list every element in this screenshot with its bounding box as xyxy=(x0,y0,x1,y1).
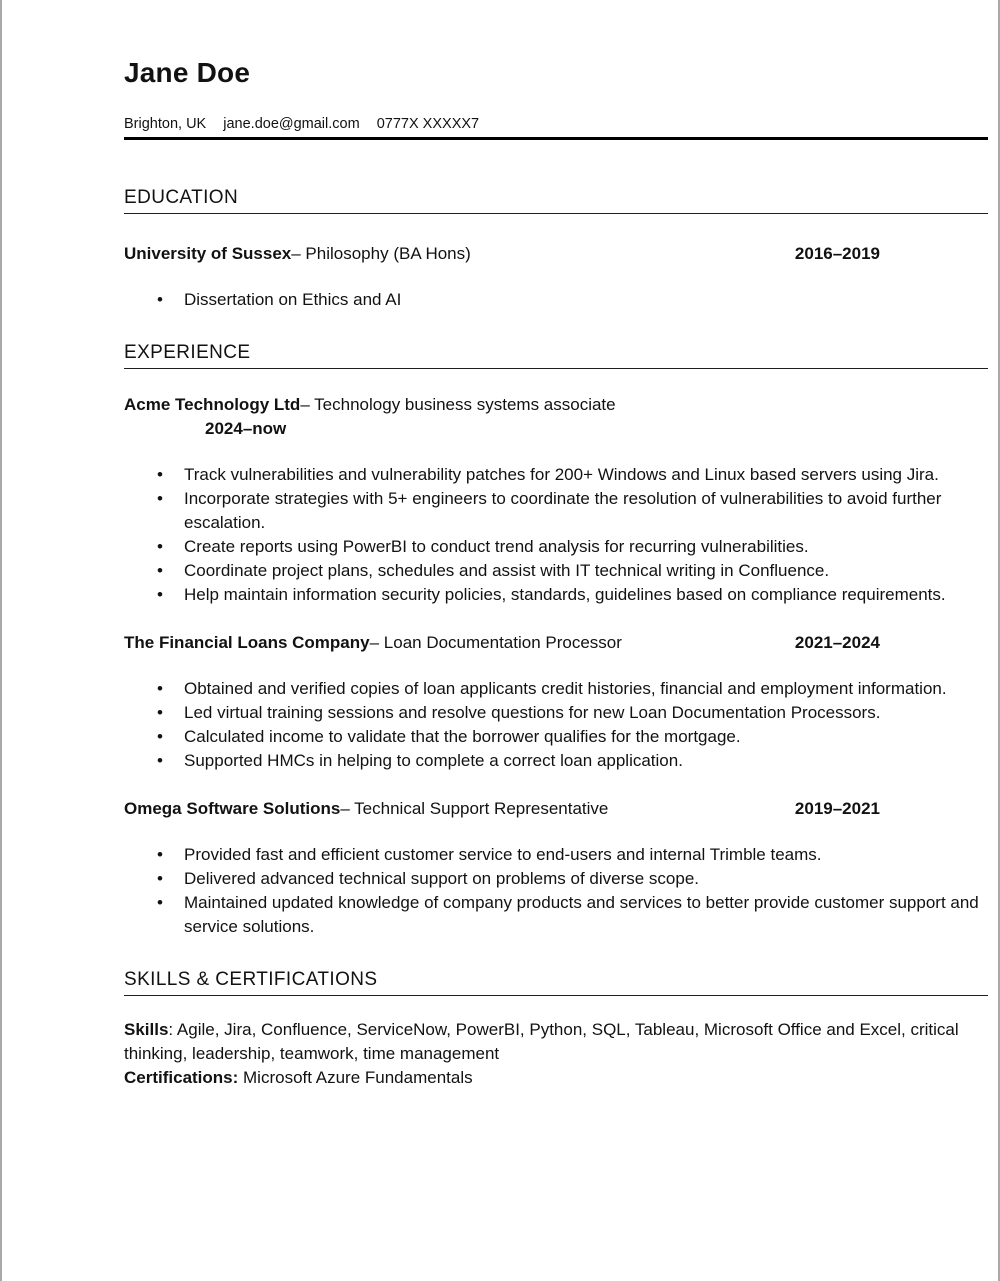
experience-bullets xyxy=(124,843,988,939)
entry-role: – Technology business systems associate xyxy=(300,395,616,414)
bullet-item: • Obtained and verified copies of loan applicants credit histories, financial and employment information. xyxy=(124,677,988,701)
entry-role: – Technical Support Representative xyxy=(340,799,609,818)
experience-bullets xyxy=(124,677,988,773)
bullet-item: • Calculated income to validate that the borrower qualifies for the mortgage. xyxy=(124,725,988,749)
education-heading: EDUCATION xyxy=(124,187,988,214)
entry-title-row xyxy=(124,242,988,266)
section-experience xyxy=(124,342,988,939)
entry-dates: 2024–now xyxy=(205,419,287,438)
skills-line xyxy=(124,1018,988,1066)
entry-role: – Philosophy (BA Hons) xyxy=(291,244,471,263)
entry-dates: 2016–2019 xyxy=(794,244,880,263)
bullet-item: • Dissertation on Ethics and AI xyxy=(124,288,988,312)
contact-line xyxy=(124,115,988,140)
skills-text-block xyxy=(124,1018,988,1090)
bullet-item: • Led virtual training sessions and resolve questions for new Loan Documentation Processors. xyxy=(124,701,988,725)
entry-title-row xyxy=(124,631,988,655)
entry-org: Acme Technology Ltd xyxy=(124,395,301,414)
section-skills-certifications xyxy=(124,969,988,1090)
experience-entry-omega xyxy=(124,797,988,939)
bullet-item: • Delivered advanced technical support on problems of diverse scope. xyxy=(124,867,988,891)
contact-email: jane.doe@gmail.com xyxy=(223,116,360,132)
experience-entry-acme xyxy=(124,393,988,607)
skills-heading: SKILLS & CERTIFICATIONS xyxy=(124,969,988,996)
bullet-item: • Incorporate strategies with 5+ engineers to coordinate the resolution of vulnerabilities to avoid further escalation. xyxy=(124,487,988,535)
person-name: Jane Doe xyxy=(124,57,251,88)
section-education xyxy=(124,187,988,312)
entry-role: – Loan Documentation Processor xyxy=(369,633,622,652)
certifications-label: Certifications: xyxy=(124,1068,239,1087)
certifications-list: Microsoft Azure Fundamentals xyxy=(238,1068,473,1087)
entry-title-row xyxy=(124,797,988,821)
skills-label: Skills xyxy=(124,1020,169,1039)
entry-org: University of Sussex xyxy=(124,244,292,263)
bullet-item: • Track vulnerabilities and vulnerability patches for 200+ Windows and Linux based servers using Jira. xyxy=(124,463,988,487)
resume-header xyxy=(124,56,988,140)
bullet-item: • Provided fast and efficient customer service to end-users and internal Trimble teams. xyxy=(124,843,988,867)
entry-dates: 2019–2021 xyxy=(794,799,880,818)
experience-entry-financial-loans xyxy=(124,631,988,773)
bullet-item: • Help maintain information security policies, standards, guidelines based on compliance requirements. xyxy=(124,583,988,607)
skills-list: : Agile, Jira, Confluence, ServiceNow, PowerBI, Python, SQL, Tableau, Microsoft Office and Excel, critical thinking, leadership, teamwork, time management xyxy=(124,1020,959,1063)
contact-location: Brighton, UK xyxy=(124,116,207,132)
certifications-line xyxy=(124,1066,988,1090)
entry-dates: 2021–2024 xyxy=(794,633,880,652)
entry-title-row xyxy=(124,393,988,417)
bullet-item: • Coordinate project plans, schedules and assist with IT technical writing in Confluence. xyxy=(124,559,988,583)
bullet-item: • Maintained updated knowledge of company products and services to better provide customer support and service solutions. xyxy=(124,891,988,939)
entry-org: Omega Software Solutions xyxy=(124,799,341,818)
experience-bullets xyxy=(124,463,988,607)
bullet-item: • Supported HMCs in helping to complete a correct loan application. xyxy=(124,749,988,773)
entry-org: The Financial Loans Company xyxy=(124,633,370,652)
experience-heading: EXPERIENCE xyxy=(124,342,988,369)
contact-phone: 0777X XXXXX7 xyxy=(376,116,480,132)
bullet-item: • Create reports using PowerBI to conduct trend analysis for recurring vulnerabilities. xyxy=(124,535,988,559)
education-entry xyxy=(124,242,988,312)
education-bullets xyxy=(124,288,988,312)
